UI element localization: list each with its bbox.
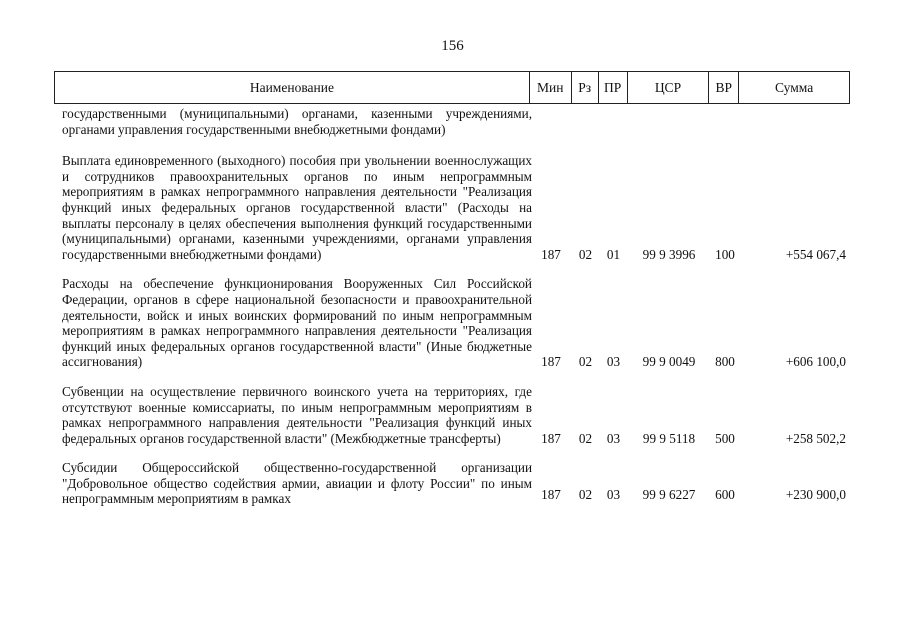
- cell-vr: 100: [715, 246, 735, 262]
- header-pr: ПР: [599, 72, 628, 103]
- header-rz: Рз: [572, 72, 599, 103]
- cell-csr: 99 9 6227: [642, 487, 696, 503]
- table-body: [54, 104, 850, 507]
- table-row: [54, 106, 850, 137]
- header-vr: ВР: [709, 72, 739, 103]
- row-codes: [530, 431, 850, 447]
- table-row: [54, 384, 850, 446]
- row-codes: [530, 487, 850, 503]
- cell-vr: 500: [715, 430, 735, 446]
- table-row: [54, 153, 850, 262]
- cell-vr: 600: [715, 487, 735, 503]
- cell-rz: 02: [578, 246, 593, 262]
- cell-csr: 99 9 5118: [642, 430, 696, 446]
- table-header: [54, 71, 850, 104]
- cell-sum: +606 100,0: [785, 354, 846, 370]
- cell-min: 187: [541, 246, 561, 262]
- cell-pr: 03: [606, 487, 621, 503]
- header-sum: Сумма: [775, 79, 814, 95]
- row-description: Выплата единовременного (выходного) пособия при увольнении военнослужащих и сотрудников правоохранительных органов по иным непрограммным мероприятиям в рамках непрограммного направления деятельности "Реализация функций иных федеральных органов государственной власти" (Расходы на выплаты персоналу в целях обеспечения выполнения функций государственными (муниципальными) органами, казенными учреждениями, органами управления государственными внебюджетными фондами): [62, 153, 532, 262]
- row-codes: [530, 247, 850, 263]
- cell-rz: 02: [578, 487, 593, 503]
- row-description: Субвенции на осуществление первичного воинского учета на территориях, где отсутствуют военные комиссариаты, по иным непрограммным мероприятиям в рамках непрограммного направления деятельности "Реализация функций иных федеральных органов государственной власти" (Межбюджетные трансферты): [62, 383, 532, 446]
- row-description: государственными (муниципальными) органами, казенными учреждениями, органами управления государственными внебюджетными фондами): [62, 106, 532, 137]
- cell-rz: 02: [578, 354, 593, 370]
- table-row: [54, 276, 850, 370]
- row-description: Субсидии Общероссийской общественно-государственной организации "Добровольное общество содействия армии, авиации и флоту России" по иным непрограммным мероприятиям в рамках: [62, 460, 532, 507]
- cell-pr: 03: [606, 430, 621, 446]
- cell-min: 187: [541, 430, 561, 446]
- header-csr: ЦСР: [628, 72, 710, 103]
- cell-min: 187: [541, 487, 561, 503]
- cell-sum: +554 067,4: [785, 246, 846, 262]
- page-number: 156: [441, 38, 464, 54]
- table-row: [54, 460, 850, 507]
- cell-sum: +258 502,2: [785, 430, 846, 446]
- cell-vr: 800: [715, 354, 735, 370]
- cell-pr: 03: [606, 354, 621, 370]
- cell-rz: 02: [578, 430, 593, 446]
- header-name: Наименование: [55, 72, 530, 103]
- cell-min: 187: [541, 354, 561, 370]
- cell-csr: 99 9 0049: [642, 354, 696, 370]
- cell-csr: 99 9 3996: [642, 246, 696, 262]
- row-codes: [530, 354, 850, 370]
- row-description: Расходы на обеспечение функционирования Вооруженных Сил Российской Федерации, органов в сфере национальной безопасности и правоохранительной деятельности, войск и иных воинских формирований по иным непрограммным мероприятиям в рамках непрограммного направления деятельности "Реализация функций иных федеральных органов государственной власти" (Иные бюджетные ассигнования): [62, 276, 532, 370]
- cell-sum: +230 900,0: [785, 487, 846, 503]
- cell-pr: 01: [606, 246, 621, 262]
- header-min: Мин: [530, 72, 572, 103]
